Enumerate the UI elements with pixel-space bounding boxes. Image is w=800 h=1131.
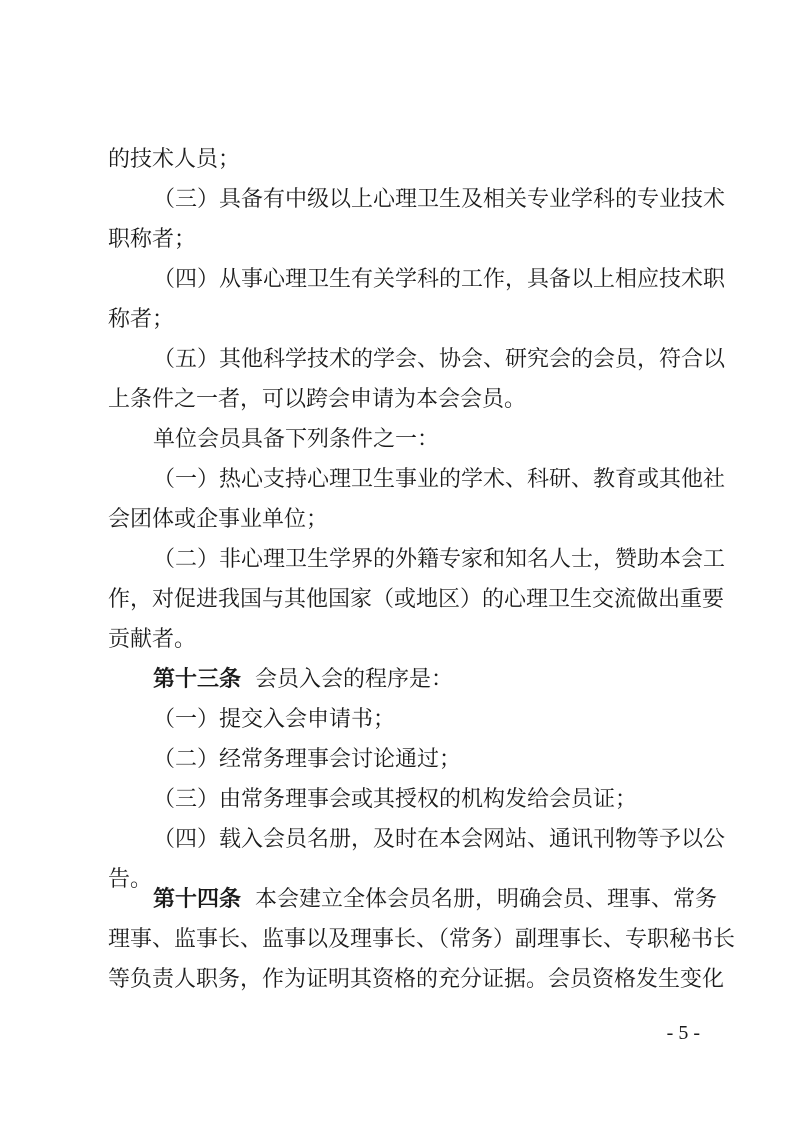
article-13-heading: 第十三条 [153, 667, 242, 692]
page-number: - 5 - [666, 1022, 700, 1044]
article-13-text: 会员入会的程序是： [255, 667, 454, 692]
text-line: 理事、监事长、监事以及理事长、（常务）副理事长、专职秘书长 [108, 927, 736, 952]
text-line: （二）经常务理事会讨论通过； [153, 747, 462, 772]
text-line: 的技术人员； [108, 147, 241, 172]
text-line: （三）由常务理事会或其授权的机构发给会员证； [153, 787, 638, 812]
text-line: 上条件之一者，可以跨会申请为本会会员。 [108, 387, 527, 412]
text-line: （二）非心理卫生学界的外籍专家和知名人士，赞助本会工 [153, 547, 726, 572]
text-line: 称者； [108, 307, 175, 332]
text-line: （一）热心支持心理卫生事业的学术、科研、教育或其他社 [153, 467, 726, 492]
text-line: 等负责人职务，作为证明其资格的充分证据。会员资格发生变化 [108, 967, 725, 992]
text-line: 会团体或企事业单位； [108, 507, 329, 532]
article-14-heading: 第十四条 [153, 887, 242, 912]
text-line: （四）载入会员名册，及时在本会网站、通讯刊物等予以公 [153, 827, 726, 852]
article-14-text: 本会建立全体会员名册，明确会员、理事、常务 [255, 887, 718, 912]
text-line: （三）具备有中级以上心理卫生及相关专业学科的专业技术 [153, 187, 726, 212]
text-line: 职称者； [108, 227, 197, 252]
text-line: 作，对促进我国与其他国家（或地区）的心理卫生交流做出重要 [108, 587, 725, 612]
text-line: （四）从事心理卫生有关学科的工作，具备以上相应技术职 [153, 267, 726, 292]
text-line: （五）其他科学技术的学会、协会、研究会的会员，符合以 [153, 347, 726, 372]
text-line: 单位会员具备下列条件之一： [153, 427, 440, 452]
text-line: （一）提交入会申请书； [153, 707, 396, 732]
text-line: 贡献者。 [108, 627, 197, 652]
article-13-line [153, 660, 700, 700]
article-14-line [153, 880, 718, 920]
text-line: 告。 [108, 867, 153, 892]
